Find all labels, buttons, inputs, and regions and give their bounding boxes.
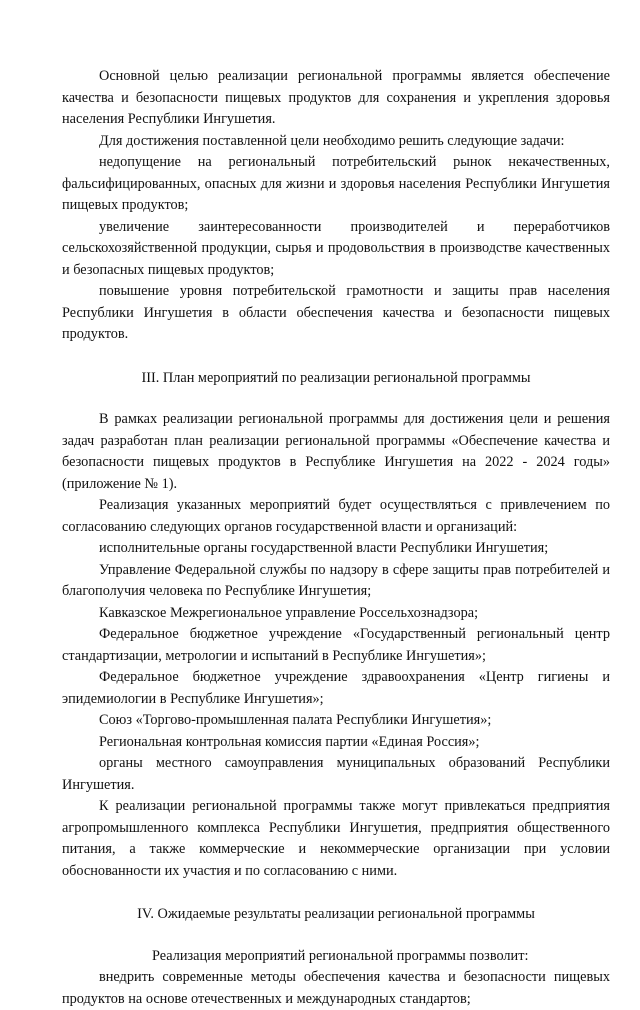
results-paragraph: Реализация мероприятий региональной программы позволит: [152, 947, 529, 964]
organization-item: Федеральное бюджетное учреждение здравоохранения «Центр гигиены и эпидемиологии в Республике Ингушетия»; [62, 669, 610, 707]
section-heading-plan: III. План мероприятий по реализации региональной программы [141, 369, 531, 386]
organization-item: Кавказское Межрегиональное управление Россельхознадзора; [99, 604, 479, 621]
task-item: повышение уровня потребительской грамотности и защиты прав населения Республики Ингушетия в области обеспечения качества и безопасности пищевых продуктов. [62, 283, 610, 342]
organization-item: Региональная контрольная комиссия партии «Единая Россия»; [99, 733, 480, 750]
plan-paragraph: В рамках реализации региональной программы для достижения цели и решения задач разработан план реализации региональной программы «Обеспечение качества и безопасности пищевых продуктов в Республике Ингушетия на 2022 - 2024 годы» (приложение № 1). [62, 411, 610, 492]
organization-item: Союз «Торгово-промышленная палата Республики Ингушетия»; [99, 712, 492, 728]
tasks-intro-paragraph: Для достижения поставленной цели необходимо решить следующие задачи: [99, 132, 565, 149]
document-page [62, 66, 610, 1010]
plan-paragraph: Реализация указанных мероприятий будет осуществляться с привлечением по согласованию следующих органов государственной власти и организаций: [62, 497, 610, 535]
organization-item: исполнительные органы государственной власти Республики Ингушетия; [99, 540, 549, 556]
organization-item: Управление Федеральной службы по надзору в сфере защиты прав потребителей и благополучия человека по Республике Ингушетия; [62, 561, 610, 599]
organization-item: органы местного самоуправления муниципальных образований Республики Ингушетия. [62, 755, 610, 793]
organization-item: Федеральное бюджетное учреждение «Государственный региональный центр стандартизации, метрологии и испытаний в Республике Ингушетия»; [62, 626, 610, 664]
results-paragraph: внедрить современные методы обеспечения качества и безопасности пищевых продуктов на основе отечественных и международных стандартов; [62, 969, 610, 1007]
section-heading-results: IV. Ожидаемые результаты реализации региональной программы [137, 906, 535, 922]
task-item: увеличение заинтересованности производителей и переработчиков сельскохозяйственной продукции, сырья и продовольствия в производстве качественных и безопасных пищевых продуктов; [62, 218, 610, 278]
task-item: недопущение на региональный потребительский рынок некачественных, фальсифицированных, опасных для жизни и здоровья населения Республики Ингушетия пищевых продуктов; [62, 154, 610, 213]
goal-paragraph: Основной целью реализации региональной программы является обеспечение качества и безопасности пищевых продуктов для сохранения и укрепления здоровья населения Республики Ингушетия. [62, 68, 610, 127]
plan-paragraph: К реализации региональной программы также могут привлекаться предприятия агропромышленного комплекса Республики Ингушетия, предприятия общественного питания, а также коммерческие и некоммерческие организации при условии обоснованности их участия и по согласованию с ними. [62, 798, 610, 879]
